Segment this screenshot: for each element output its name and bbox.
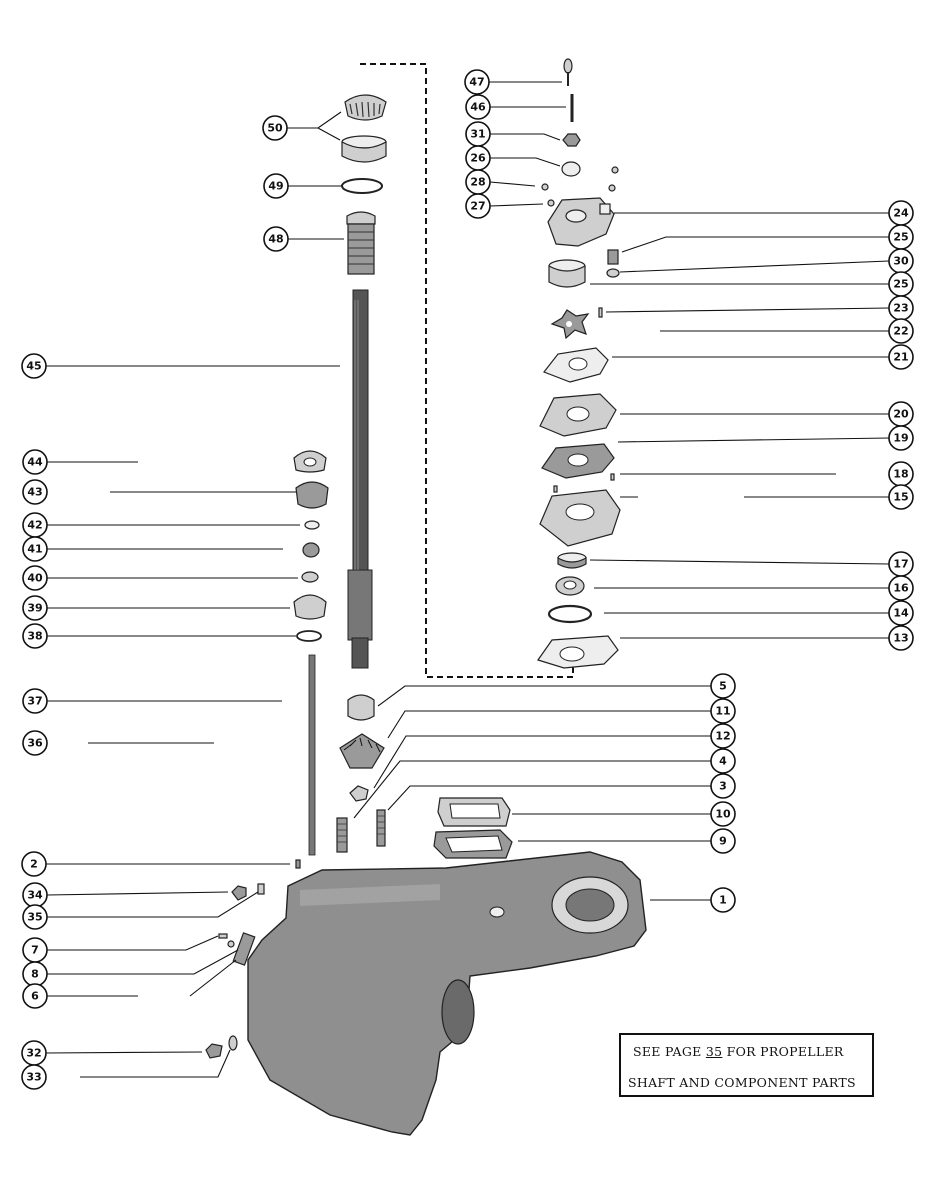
bearing-41 (303, 543, 319, 557)
svg-text:21: 21 (893, 350, 909, 364)
callout-39 (23, 596, 47, 620)
callout-3 (711, 774, 735, 798)
seal-16 (556, 577, 584, 595)
gear-housing-1 (248, 852, 646, 1135)
callout-46 (466, 95, 490, 119)
pinion-gear-11 (340, 734, 384, 768)
callout-7 (23, 938, 47, 962)
driveshaft-bearing-50 (345, 95, 386, 120)
washer-33 (229, 1036, 237, 1050)
callout-10 (711, 802, 735, 826)
grommet-30 (607, 269, 619, 277)
o-ring-14 (549, 606, 591, 622)
svg-text:42: 42 (27, 518, 43, 532)
svg-text:9: 9 (719, 834, 727, 848)
pin-2 (296, 860, 300, 868)
callout-30 (889, 249, 913, 273)
callout-36 (23, 731, 47, 755)
pinion-nut-12 (350, 786, 368, 801)
svg-text:33: 33 (26, 1070, 42, 1084)
pinion-bearing-5 (348, 695, 374, 720)
callout-17 (889, 552, 913, 576)
callout-31 (466, 122, 490, 146)
svg-text:46: 46 (470, 100, 486, 114)
callout-41 (23, 537, 47, 561)
svg-text:15: 15 (893, 490, 909, 504)
callout-9 (711, 829, 735, 853)
callout-19 (889, 426, 913, 450)
cover-10 (438, 798, 510, 826)
shift-rod-37 (309, 655, 315, 855)
svg-text:32: 32 (26, 1046, 42, 1060)
callout-26 (466, 146, 490, 170)
callout-44 (23, 450, 47, 474)
nut-31 (563, 134, 580, 146)
callout-45 (22, 354, 46, 378)
svg-text:4: 4 (719, 754, 727, 768)
pin-7 (219, 934, 227, 938)
nut-34 (232, 886, 246, 900)
shim-49 (342, 179, 382, 193)
screw-32 (206, 1044, 222, 1058)
callout-25-bottom (889, 272, 913, 296)
driveshaft-45 (348, 290, 372, 668)
insert-25 (549, 260, 585, 287)
svg-text:50: 50 (267, 121, 283, 135)
svg-text:41: 41 (27, 542, 43, 556)
callout-21 (889, 345, 913, 369)
gear-44 (294, 451, 326, 472)
callout-6 (23, 984, 47, 1008)
gasket-19 (542, 444, 614, 478)
svg-text:34: 34 (27, 888, 43, 902)
callout-25-top (889, 225, 913, 249)
svg-text:47: 47 (469, 75, 485, 89)
svg-text:1: 1 (719, 893, 727, 907)
grommet-29 (608, 250, 618, 264)
gear-43 (296, 482, 328, 508)
callout-1 (711, 888, 735, 912)
washer-27 (548, 200, 554, 206)
svg-text:18: 18 (893, 467, 909, 481)
ring-38 (297, 631, 321, 641)
svg-text:12: 12 (715, 729, 731, 743)
svg-text:5: 5 (719, 679, 727, 693)
svg-text:31: 31 (470, 127, 486, 141)
gasket-13 (538, 636, 618, 668)
svg-text:2: 2 (30, 857, 38, 871)
reference-note (619, 1033, 874, 1097)
washer-40 (302, 572, 318, 582)
svg-text:6: 6 (31, 989, 39, 1003)
callout-13 (889, 626, 913, 650)
svg-text:43: 43 (27, 485, 43, 499)
svg-text:40: 40 (27, 571, 43, 585)
bearing-48 (347, 212, 375, 274)
plate-20 (540, 394, 616, 436)
callout-49 (264, 174, 288, 198)
note-prefix: SEE PAGE (633, 1044, 706, 1059)
seal-17 (558, 553, 586, 568)
callout-27 (466, 194, 490, 218)
callout-20 (889, 402, 913, 426)
svg-text:20: 20 (893, 407, 909, 421)
gear-39 (294, 595, 326, 619)
callout-32 (22, 1041, 46, 1065)
pump-housing-24 (548, 198, 614, 246)
callout-12 (711, 724, 735, 748)
svg-text:23: 23 (893, 301, 909, 315)
note-page-number: 35 (705, 1044, 723, 1059)
callout-34 (23, 883, 47, 907)
impeller-23 (552, 310, 588, 338)
pin-35 (258, 884, 264, 894)
callout-4 (711, 749, 735, 773)
callout-33 (22, 1065, 46, 1089)
svg-text:49: 49 (268, 179, 284, 193)
callout-24 (889, 201, 913, 225)
callout-23 (889, 296, 913, 320)
svg-text:24: 24 (893, 206, 909, 220)
svg-text:48: 48 (268, 232, 284, 246)
callout-50 (263, 116, 287, 140)
svg-text:30: 30 (893, 254, 909, 268)
callout-37 (23, 689, 47, 713)
gasket-9 (434, 830, 512, 858)
stud-4 (337, 818, 347, 852)
callout-38 (23, 624, 47, 648)
svg-text:14: 14 (893, 606, 909, 620)
svg-text:17: 17 (893, 557, 909, 571)
washer-26 (562, 162, 580, 176)
svg-text:25: 25 (893, 230, 909, 244)
note-line-1 (633, 1044, 844, 1059)
callout-48 (264, 227, 288, 251)
svg-text:37: 37 (27, 694, 43, 708)
screw-47 (564, 59, 572, 86)
callout-40 (23, 566, 47, 590)
svg-text:39: 39 (27, 601, 43, 615)
callout-18 (889, 462, 913, 486)
svg-text:28: 28 (470, 175, 486, 189)
svg-text:7: 7 (31, 943, 39, 957)
callout-2 (22, 852, 46, 876)
gasket-21 (544, 348, 608, 382)
callout-35 (23, 905, 47, 929)
callout-16 (889, 576, 913, 600)
callout-43 (23, 480, 47, 504)
svg-text:16: 16 (893, 581, 909, 595)
callout-8 (23, 962, 47, 986)
callout-15 (889, 485, 913, 509)
stud-3 (377, 810, 385, 846)
key-22 (599, 308, 602, 317)
bearing-race-50 (342, 136, 386, 162)
svg-text:13: 13 (893, 631, 909, 645)
svg-text:22: 22 (893, 324, 909, 338)
svg-text:44: 44 (27, 455, 43, 469)
callout-42 (23, 513, 47, 537)
svg-text:19: 19 (893, 431, 909, 445)
svg-text:45: 45 (26, 359, 42, 373)
svg-text:25: 25 (893, 277, 909, 291)
note-line-2: SHAFT AND COMPONENT PARTS (628, 1075, 856, 1090)
callout-11 (711, 699, 735, 723)
svg-text:10: 10 (715, 807, 731, 821)
callout-5 (711, 674, 735, 698)
callout-14 (889, 601, 913, 625)
callout-47 (465, 70, 489, 94)
washer-8 (228, 941, 234, 947)
svg-text:27: 27 (470, 199, 486, 213)
svg-text:36: 36 (27, 736, 43, 750)
svg-text:11: 11 (715, 704, 731, 718)
washer-42 (305, 521, 319, 529)
pump-base-15 (540, 490, 620, 546)
svg-text:35: 35 (27, 910, 43, 924)
svg-text:3: 3 (719, 779, 727, 793)
callout-28 (466, 170, 490, 194)
svg-text:26: 26 (470, 151, 486, 165)
note-suffix: FOR PROPELLER (722, 1044, 844, 1059)
svg-text:38: 38 (27, 629, 43, 643)
svg-text:8: 8 (31, 967, 39, 981)
callout-22 (889, 319, 913, 343)
